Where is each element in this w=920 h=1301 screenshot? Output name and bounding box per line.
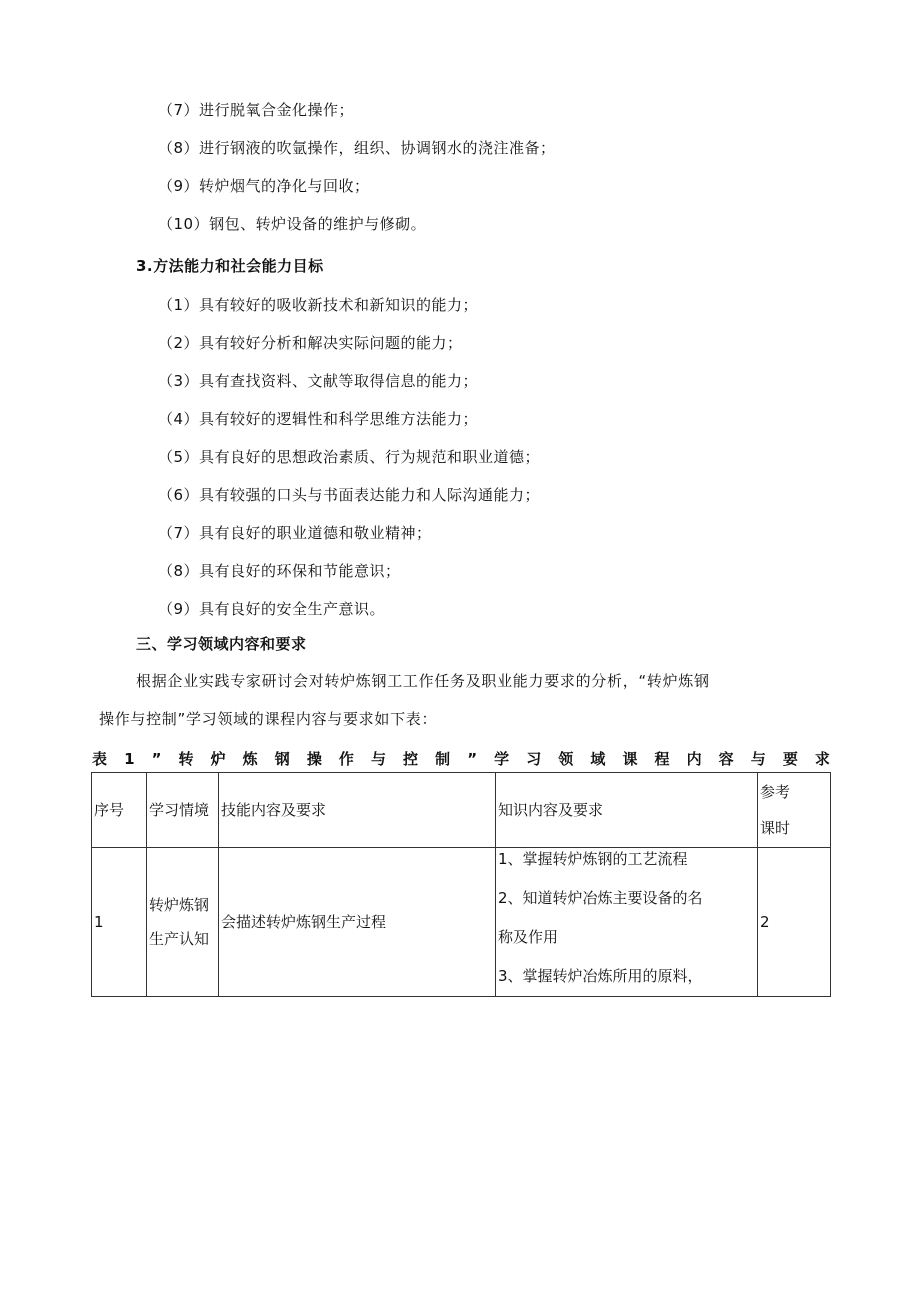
list-item: （2）具有较好分析和解决实际问题的能力； <box>158 334 463 352</box>
list-item: （7）进行脱氧合金化操作； <box>158 101 355 119</box>
knowledge-item: 称及作用 <box>498 928 559 946</box>
caption-char: 炼 <box>242 750 258 768</box>
caption-char: 域 <box>590 750 606 768</box>
cell-seq: 1 <box>92 848 147 997</box>
header-hours-line1: 参考 <box>760 783 791 801</box>
section-3-heading: 三、学习领域内容和要求 <box>136 635 307 653</box>
list-item: （8）进行钢液的吹氩操作，组织、协调钢水的浇注准备； <box>158 139 556 157</box>
list-item: （10）钢包、转炉设备的维护与修砌。 <box>158 215 427 233</box>
caption-char: 程 <box>654 750 670 768</box>
caption-char: 习 <box>526 750 542 768</box>
cell-skill: 会描述转炉炼钢生产过程 <box>219 848 496 997</box>
header-hours-line2: 课时 <box>760 819 791 837</box>
header-skill: 技能内容及要求 <box>219 773 496 848</box>
header-seq: 序号 <box>92 773 147 848</box>
caption-char: 作 <box>338 750 354 768</box>
intro-paragraph-line1: 根据企业实践专家研讨会对转炉炼钢工工作任务及职业能力要求的分析，“转炉炼钢 <box>136 672 710 690</box>
table-row <box>92 848 831 997</box>
cell-situation-line2: 生产认知 <box>149 930 210 948</box>
caption-char: 控 <box>403 750 419 768</box>
caption-char: 表 <box>92 750 108 768</box>
caption-char: 课 <box>622 750 638 768</box>
knowledge-item: 2、知道转炉冶炼主要设备的名 <box>498 889 703 907</box>
section-heading-3: 3.方法能力和社会能力目标 <box>136 257 324 275</box>
list-item: （7）具有良好的职业道德和敬业精神； <box>158 524 432 542</box>
list-item: （9）转炉烟气的净化与回收； <box>158 177 370 195</box>
list-item: （9）具有良好的安全生产意识。 <box>158 600 386 618</box>
list-item: （6）具有较强的口头与书面表达能力和人际沟通能力； <box>158 486 541 504</box>
header-hours <box>758 773 831 848</box>
course-table <box>91 772 831 997</box>
intro-paragraph-line2: 操作与控制”学习领域的课程内容与要求如下表： <box>99 710 438 728</box>
caption-char: 制 <box>435 750 451 768</box>
list-item: （3）具有查找资料、文献等取得信息的能力； <box>158 372 479 390</box>
caption-char: 1 <box>124 750 135 768</box>
list-item: （1）具有较好的吸收新技术和新知识的能力； <box>158 296 479 314</box>
header-situation: 学习情境 <box>147 773 219 848</box>
caption-char: 转 <box>178 750 194 768</box>
knowledge-item: 1、掌握转炉炼钢的工艺流程 <box>498 850 688 868</box>
table-header-row <box>92 773 831 848</box>
caption-char: ” <box>151 750 162 768</box>
list-item: （4）具有较好的逻辑性和科学思维方法能力； <box>158 410 479 428</box>
caption-char: 容 <box>718 750 734 768</box>
caption-char: 炉 <box>210 750 226 768</box>
list-item: （5）具有良好的思想政治素质、行为规范和职业道德； <box>158 448 541 466</box>
caption-char: 领 <box>558 750 574 768</box>
caption-char: 内 <box>686 750 702 768</box>
list-item: （8）具有良好的环保和节能意识； <box>158 562 401 580</box>
caption-char: 与 <box>750 750 766 768</box>
caption-char: 学 <box>494 750 510 768</box>
cell-situation <box>147 848 219 997</box>
caption-char: 钢 <box>274 750 290 768</box>
caption-char: 求 <box>814 750 830 768</box>
caption-char: 与 <box>370 750 386 768</box>
header-knowledge: 知识内容及要求 <box>496 773 758 848</box>
caption-char: 操 <box>306 750 322 768</box>
cell-hours: 2 <box>758 848 831 997</box>
caption-char: 要 <box>782 750 798 768</box>
table-caption <box>92 748 830 770</box>
cell-knowledge <box>496 848 758 997</box>
caption-char: ” <box>467 750 478 768</box>
cell-situation-line1: 转炉炼钢 <box>149 896 210 914</box>
knowledge-item: 3、掌握转炉冶炼所用的原料， <box>498 967 703 985</box>
